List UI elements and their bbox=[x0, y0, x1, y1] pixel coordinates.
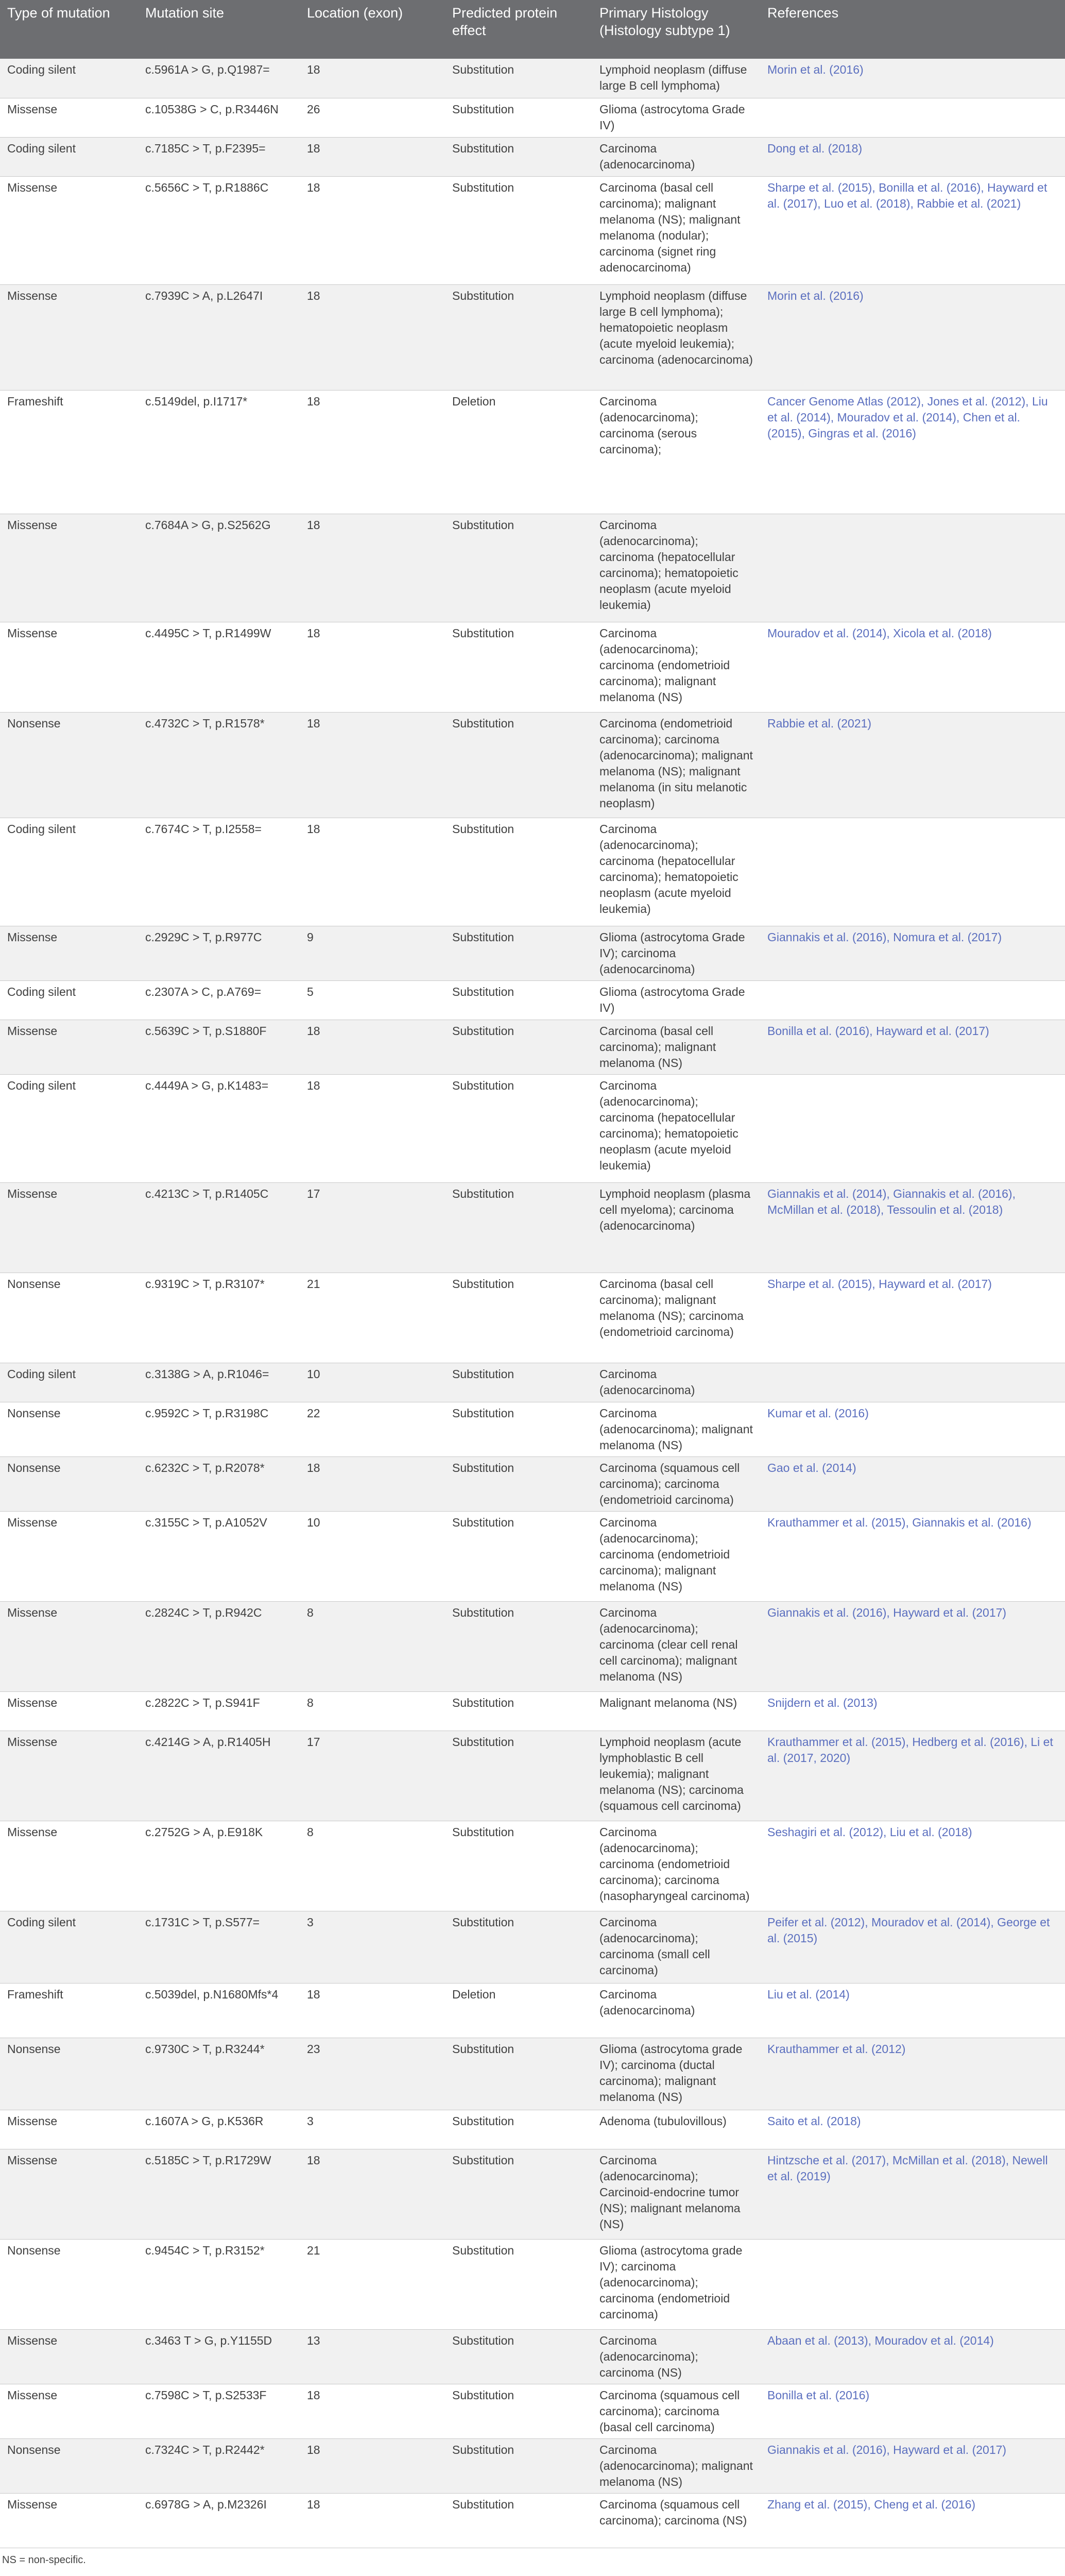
table-row bbox=[0, 1731, 1065, 1821]
cell-mutation-site: c.7185C > T, p.F2395= bbox=[138, 137, 300, 176]
cell-primary-histology: Carcinoma (adenocarcinoma); carcinoma (small cell carcinoma) bbox=[592, 1911, 760, 1983]
cell-mutation-site: c.2822C > T, p.S941F bbox=[138, 1691, 300, 1731]
table-row bbox=[0, 1983, 1065, 2038]
cell-location-exon: 18 bbox=[300, 390, 445, 514]
cell-primary-histology: Carcinoma (squamous cell carcinoma); carcinoma (NS) bbox=[592, 2493, 760, 2548]
cell-type-of-mutation: Nonsense bbox=[0, 1273, 138, 1363]
cell-type-of-mutation: Coding silent bbox=[0, 1074, 138, 1182]
cell-primary-histology: Carcinoma (endometrioid carcinoma); carcinoma (adenocarcinoma); malignant melanoma (NS); malignant melanoma (in situ melanotic neoplasm) bbox=[592, 712, 760, 818]
table-row bbox=[0, 390, 1065, 514]
cell-primary-histology: Glioma (astrocytoma Grade IV) bbox=[592, 98, 760, 137]
cell-type-of-mutation: Missense bbox=[0, 2384, 138, 2438]
cell-mutation-site: c.2752G > A, p.E918K bbox=[138, 1821, 300, 1911]
cell-predicted-protein-effect: Substitution bbox=[445, 1074, 592, 1182]
cell-primary-histology: Carcinoma (adenocarcinoma); carcinoma (endometrioid carcinoma); malignant melanoma (NS) bbox=[592, 622, 760, 712]
cell-predicted-protein-effect: Substitution bbox=[445, 712, 592, 818]
cell-type-of-mutation: Missense bbox=[0, 284, 138, 390]
table-row bbox=[0, 514, 1065, 622]
table-row bbox=[0, 59, 1065, 98]
cell-mutation-site: c.5185C > T, p.R1729W bbox=[138, 2149, 300, 2239]
cell-location-exon: 18 bbox=[300, 1074, 445, 1182]
cell-location-exon: 18 bbox=[300, 2384, 445, 2438]
cell-location-exon: 18 bbox=[300, 59, 445, 98]
table-row bbox=[0, 176, 1065, 284]
cell-primary-histology: Carcinoma (adenocarcinoma); carcinoma (NS) bbox=[592, 2329, 760, 2384]
cell-mutation-site: c.7324C > T, p.R2442* bbox=[138, 2438, 300, 2493]
cell-predicted-protein-effect: Substitution bbox=[445, 1731, 592, 1821]
cell-location-exon: 22 bbox=[300, 1402, 445, 1456]
cell-mutation-site: c.9454C > T, p.R3152* bbox=[138, 2239, 300, 2329]
cell-predicted-protein-effect: Substitution bbox=[445, 926, 592, 980]
cell-type-of-mutation: Missense bbox=[0, 622, 138, 712]
cell-mutation-site: c.2929C > T, p.R977C bbox=[138, 926, 300, 980]
cell-primary-histology: Carcinoma (basal cell carcinoma); malignant melanoma (NS); malignant melanoma (nodular); carcinoma (signet ring adenocarcinoma) bbox=[592, 176, 760, 284]
table-row bbox=[0, 926, 1065, 980]
cell-primary-histology: Lymphoid neoplasm (diffuse large B cell lymphoma) bbox=[592, 59, 760, 98]
cell-primary-histology: Carcinoma (adenocarcinoma); carcinoma (endometrioid carcinoma); carcinoma (nasopharyngeal carcinoma) bbox=[592, 1821, 760, 1911]
table-row bbox=[0, 2493, 1065, 2548]
table-row bbox=[0, 1182, 1065, 1273]
table-row bbox=[0, 284, 1065, 390]
cell-predicted-protein-effect: Substitution bbox=[445, 980, 592, 1020]
cell-location-exon: 8 bbox=[300, 1691, 445, 1731]
cell-references[interactable]: Morin et al. (2016) bbox=[760, 284, 1065, 390]
cell-predicted-protein-effect: Deletion bbox=[445, 1983, 592, 2038]
table-row bbox=[0, 2110, 1065, 2149]
cell-predicted-protein-effect: Substitution bbox=[445, 1363, 592, 1402]
cell-mutation-site: c.3138G > A, p.R1046= bbox=[138, 1363, 300, 1402]
header-row bbox=[0, 0, 1065, 59]
cell-primary-histology: Carcinoma (adenocarcinoma) bbox=[592, 137, 760, 176]
table-row bbox=[0, 1601, 1065, 1691]
header-mutation-site: Mutation site bbox=[138, 0, 300, 59]
table-row bbox=[0, 137, 1065, 176]
cell-predicted-protein-effect: Substitution bbox=[445, 514, 592, 622]
table-row bbox=[0, 2239, 1065, 2329]
cell-references[interactable]: Kumar et al. (2016) bbox=[760, 1402, 1065, 1456]
cell-location-exon: 17 bbox=[300, 1731, 445, 1821]
cell-location-exon: 21 bbox=[300, 1273, 445, 1363]
cell-mutation-site: c.6232C > T, p.R2078* bbox=[138, 1456, 300, 1511]
cell-location-exon: 18 bbox=[300, 1983, 445, 2038]
cell-location-exon: 8 bbox=[300, 1601, 445, 1691]
table-row bbox=[0, 2438, 1065, 2493]
cell-predicted-protein-effect: Substitution bbox=[445, 59, 592, 98]
cell-location-exon: 3 bbox=[300, 1911, 445, 1983]
cell-references bbox=[760, 514, 1065, 622]
table-row bbox=[0, 2329, 1065, 2384]
cell-predicted-protein-effect: Substitution bbox=[445, 2239, 592, 2329]
cell-primary-histology: Carcinoma (adenocarcinoma) bbox=[592, 1983, 760, 2038]
cell-references[interactable]: Liu et al. (2014) bbox=[760, 1983, 1065, 2038]
cell-references[interactable]: Giannakis et al. (2014), Giannakis et al. (2016), McMillan et al. (2018), Tessoulin et al. (2018) bbox=[760, 1182, 1065, 1273]
cell-predicted-protein-effect: Deletion bbox=[445, 390, 592, 514]
cell-primary-histology: Adenoma (tubulovillous) bbox=[592, 2110, 760, 2149]
cell-type-of-mutation: Missense bbox=[0, 514, 138, 622]
table-row bbox=[0, 818, 1065, 926]
table-row bbox=[0, 622, 1065, 712]
table-row bbox=[0, 2149, 1065, 2239]
cell-references[interactable]: Seshagiri et al. (2012), Liu et al. (2018) bbox=[760, 1821, 1065, 1911]
cell-location-exon: 9 bbox=[300, 926, 445, 980]
cell-predicted-protein-effect: Substitution bbox=[445, 1911, 592, 1983]
cell-type-of-mutation: Coding silent bbox=[0, 1363, 138, 1402]
cell-type-of-mutation: Missense bbox=[0, 2110, 138, 2149]
cell-references[interactable]: Abaan et al. (2013), Mouradov et al. (2014) bbox=[760, 2329, 1065, 2384]
cell-predicted-protein-effect: Substitution bbox=[445, 2329, 592, 2384]
cell-type-of-mutation: Missense bbox=[0, 926, 138, 980]
cell-predicted-protein-effect: Substitution bbox=[445, 1020, 592, 1074]
cell-references[interactable]: Krauthammer et al. (2012) bbox=[760, 2038, 1065, 2110]
header-references: References bbox=[760, 0, 1065, 59]
cell-location-exon: 10 bbox=[300, 1363, 445, 1402]
cell-references[interactable]: Snijdern et al. (2013) bbox=[760, 1691, 1065, 1731]
cell-mutation-site: c.9730C > T, p.R3244* bbox=[138, 2038, 300, 2110]
cell-predicted-protein-effect: Substitution bbox=[445, 1456, 592, 1511]
cell-type-of-mutation: Missense bbox=[0, 98, 138, 137]
table-row bbox=[0, 1402, 1065, 1456]
table-row bbox=[0, 1363, 1065, 1402]
header-location-exon: Location (exon) bbox=[300, 0, 445, 59]
cell-mutation-site: c.4449A > G, p.K1483= bbox=[138, 1074, 300, 1182]
cell-predicted-protein-effect: Substitution bbox=[445, 1402, 592, 1456]
cell-references[interactable]: Giannakis et al. (2016), Nomura et al. (2017) bbox=[760, 926, 1065, 980]
table-row bbox=[0, 1020, 1065, 1074]
table-row bbox=[0, 2038, 1065, 2110]
cell-primary-histology: Carcinoma (adenocarcinoma); carcinoma (hepatocellular carcinoma); hematopoietic neoplasm (acute myeloid leukemia) bbox=[592, 1074, 760, 1182]
cell-primary-histology: Carcinoma (adenocarcinoma); carcinoma (hepatocellular carcinoma); hematopoietic neoplasm (acute myeloid leukemia) bbox=[592, 514, 760, 622]
cell-mutation-site: c.9592C > T, p.R3198C bbox=[138, 1402, 300, 1456]
table-row bbox=[0, 1821, 1065, 1911]
cell-mutation-site: c.7939C > A, p.L2647I bbox=[138, 284, 300, 390]
cell-type-of-mutation: Missense bbox=[0, 2493, 138, 2548]
cell-type-of-mutation: Coding silent bbox=[0, 1911, 138, 1983]
table-row bbox=[0, 1456, 1065, 1511]
cell-type-of-mutation: Missense bbox=[0, 1821, 138, 1911]
table-row bbox=[0, 712, 1065, 818]
cell-type-of-mutation: Coding silent bbox=[0, 137, 138, 176]
cell-mutation-site: c.9319C > T, p.R3107* bbox=[138, 1273, 300, 1363]
cell-predicted-protein-effect: Substitution bbox=[445, 137, 592, 176]
table-row bbox=[0, 980, 1065, 1020]
cell-type-of-mutation: Missense bbox=[0, 1601, 138, 1691]
cell-location-exon: 8 bbox=[300, 1821, 445, 1911]
cell-location-exon: 18 bbox=[300, 2493, 445, 2548]
cell-location-exon: 21 bbox=[300, 2239, 445, 2329]
cell-predicted-protein-effect: Substitution bbox=[445, 2384, 592, 2438]
cell-primary-histology: Carcinoma (adenocarcinoma); carcinoma (clear cell renal cell carcinoma); malignant melanoma (NS) bbox=[592, 1601, 760, 1691]
cell-mutation-site: c.1607A > G, p.K536R bbox=[138, 2110, 300, 2149]
cell-location-exon: 18 bbox=[300, 622, 445, 712]
cell-mutation-site: c.7598C > T, p.S2533F bbox=[138, 2384, 300, 2438]
cell-references[interactable]: Sharpe et al. (2015), Bonilla et al. (2016), Hayward et al. (2017), Luo et al. (2018), Rabbie et al. (2021) bbox=[760, 176, 1065, 284]
cell-references[interactable]: Rabbie et al. (2021) bbox=[760, 712, 1065, 818]
cell-location-exon: 13 bbox=[300, 2329, 445, 2384]
cell-primary-histology: Glioma (astrocytoma grade IV); carcinoma (adenocarcinoma); carcinoma (endometrioid carcinoma) bbox=[592, 2239, 760, 2329]
cell-predicted-protein-effect: Substitution bbox=[445, 1511, 592, 1601]
header-predicted-protein-effect: Predicted protein effect bbox=[445, 0, 592, 59]
cell-predicted-protein-effect: Substitution bbox=[445, 2493, 592, 2548]
cell-location-exon: 3 bbox=[300, 2110, 445, 2149]
cell-primary-histology: Carcinoma (squamous cell carcinoma); carcinoma (basal cell carcinoma) bbox=[592, 2384, 760, 2438]
cell-references[interactable]: Dong et al. (2018) bbox=[760, 137, 1065, 176]
cell-type-of-mutation: Coding silent bbox=[0, 818, 138, 926]
cell-location-exon: 18 bbox=[300, 514, 445, 622]
cell-type-of-mutation: Missense bbox=[0, 2329, 138, 2384]
cell-mutation-site: c.4213C > T, p.R1405C bbox=[138, 1182, 300, 1273]
cell-mutation-site: c.4732C > T, p.R1578* bbox=[138, 712, 300, 818]
cell-primary-histology: Lymphoid neoplasm (plasma cell myeloma); carcinoma (adenocarcinoma) bbox=[592, 1182, 760, 1273]
cell-predicted-protein-effect: Substitution bbox=[445, 1821, 592, 1911]
cell-mutation-site: c.7684A > G, p.S2562G bbox=[138, 514, 300, 622]
cell-type-of-mutation: Missense bbox=[0, 2149, 138, 2239]
table-footnote: NS = non-specific. bbox=[2, 2554, 86, 2566]
cell-references[interactable]: Morin et al. (2016) bbox=[760, 59, 1065, 98]
table-row bbox=[0, 1273, 1065, 1363]
header-primary-histology: Primary Histology (Histology subtype 1) bbox=[592, 0, 760, 59]
cell-predicted-protein-effect: Substitution bbox=[445, 2110, 592, 2149]
cell-type-of-mutation: Missense bbox=[0, 1691, 138, 1731]
cell-mutation-site: c.6978G > A, p.M2326I bbox=[138, 2493, 300, 2548]
cell-primary-histology: Carcinoma (basal cell carcinoma); malignant melanoma (NS) bbox=[592, 1020, 760, 1074]
cell-references[interactable]: Peifer et al. (2012), Mouradov et al. (2014), George et al. (2015) bbox=[760, 1911, 1065, 1983]
cell-type-of-mutation: Coding silent bbox=[0, 980, 138, 1020]
table-body bbox=[0, 59, 1065, 2548]
cell-mutation-site: c.1731C > T, p.S577= bbox=[138, 1911, 300, 1983]
cell-references[interactable]: Giannakis et al. (2016), Hayward et al. (2017) bbox=[760, 1601, 1065, 1691]
cell-location-exon: 23 bbox=[300, 2038, 445, 2110]
table-row bbox=[0, 1691, 1065, 1731]
cell-references bbox=[760, 1363, 1065, 1402]
cell-references[interactable]: Zhang et al. (2015), Cheng et al. (2016) bbox=[760, 2493, 1065, 2548]
cell-type-of-mutation: Missense bbox=[0, 176, 138, 284]
cell-primary-histology: Carcinoma (adenocarcinoma) bbox=[592, 1363, 760, 1402]
cell-mutation-site: c.4495C > T, p.R1499W bbox=[138, 622, 300, 712]
cell-mutation-site: c.4214G > A, p.R1405H bbox=[138, 1731, 300, 1821]
cell-references bbox=[760, 818, 1065, 926]
cell-predicted-protein-effect: Substitution bbox=[445, 2149, 592, 2239]
cell-references[interactable]: Krauthammer et al. (2015), Hedberg et al. (2016), Li et al. (2017, 2020) bbox=[760, 1731, 1065, 1821]
cell-type-of-mutation: Nonsense bbox=[0, 2038, 138, 2110]
cell-primary-histology: Glioma (astrocytoma Grade IV) bbox=[592, 980, 760, 1020]
cell-primary-histology: Carcinoma (adenocarcinoma); Carcinoid-endocrine tumor (NS); malignant melanoma (NS) bbox=[592, 2149, 760, 2239]
cell-references[interactable]: Cancer Genome Atlas (2012), Jones et al. (2012), Liu et al. (2014), Mouradov et al. (2014), Chen et al. (2015), Gingras et al. (2016) bbox=[760, 390, 1065, 514]
cell-location-exon: 18 bbox=[300, 818, 445, 926]
cell-mutation-site: c.3155C > T, p.A1052V bbox=[138, 1511, 300, 1601]
cell-mutation-site: c.7674C > T, p.I2558= bbox=[138, 818, 300, 926]
cell-location-exon: 18 bbox=[300, 284, 445, 390]
cell-references bbox=[760, 980, 1065, 1020]
table-row bbox=[0, 1074, 1065, 1182]
cell-location-exon: 18 bbox=[300, 176, 445, 284]
cell-primary-histology: Carcinoma (squamous cell carcinoma); carcinoma (endometrioid carcinoma) bbox=[592, 1456, 760, 1511]
cell-predicted-protein-effect: Substitution bbox=[445, 284, 592, 390]
cell-primary-histology: Carcinoma (adenocarcinoma); carcinoma (hepatocellular carcinoma); hematopoietic neoplasm (acute myeloid leukemia) bbox=[592, 818, 760, 926]
cell-location-exon: 18 bbox=[300, 712, 445, 818]
cell-mutation-site: c.5149del, p.I1717* bbox=[138, 390, 300, 514]
cell-location-exon: 26 bbox=[300, 98, 445, 137]
cell-predicted-protein-effect: Substitution bbox=[445, 818, 592, 926]
cell-predicted-protein-effect: Substitution bbox=[445, 1182, 592, 1273]
cell-location-exon: 5 bbox=[300, 980, 445, 1020]
cell-type-of-mutation: Missense bbox=[0, 1182, 138, 1273]
cell-type-of-mutation: Missense bbox=[0, 1511, 138, 1601]
table-row bbox=[0, 1911, 1065, 1983]
cell-type-of-mutation: Coding silent bbox=[0, 59, 138, 98]
cell-references bbox=[760, 98, 1065, 137]
cell-references[interactable]: Hintzsche et al. (2017), McMillan et al. (2018), Newell et al. (2019) bbox=[760, 2149, 1065, 2239]
cell-references[interactable]: Bonilla et al. (2016) bbox=[760, 2384, 1065, 2438]
cell-references[interactable]: Gao et al. (2014) bbox=[760, 1456, 1065, 1511]
cell-predicted-protein-effect: Substitution bbox=[445, 622, 592, 712]
table-header bbox=[0, 0, 1065, 59]
cell-references[interactable]: Krauthammer et al. (2015), Giannakis et al. (2016) bbox=[760, 1511, 1065, 1601]
cell-mutation-site: c.5639C > T, p.S1880F bbox=[138, 1020, 300, 1074]
cell-type-of-mutation: Missense bbox=[0, 1731, 138, 1821]
cell-location-exon: 18 bbox=[300, 137, 445, 176]
header-type-of-mutation: Type of mutation bbox=[0, 0, 138, 59]
cell-primary-histology: Carcinoma (adenocarcinoma); carcinoma (endometrioid carcinoma); malignant melanoma (NS) bbox=[592, 1511, 760, 1601]
cell-mutation-site: c.5656C > T, p.R1886C bbox=[138, 176, 300, 284]
cell-type-of-mutation: Nonsense bbox=[0, 2438, 138, 2493]
cell-references[interactable]: Bonilla et al. (2016), Hayward et al. (2017) bbox=[760, 1020, 1065, 1074]
cell-predicted-protein-effect: Substitution bbox=[445, 176, 592, 284]
cell-mutation-site: c.2824C > T, p.R942C bbox=[138, 1601, 300, 1691]
cell-primary-histology: Carcinoma (adenocarcinoma); carcinoma (serous carcinoma); bbox=[592, 390, 760, 514]
cell-mutation-site: c.10538G > C, p.R3446N bbox=[138, 98, 300, 137]
cell-primary-histology: Carcinoma (adenocarcinoma); malignant melanoma (NS) bbox=[592, 1402, 760, 1456]
cell-references bbox=[760, 1074, 1065, 1182]
cell-primary-histology: Lymphoid neoplasm (diffuse large B cell lymphoma); hematopoietic neoplasm (acute myeloid leukemia); carcinoma (adenocarcinoma) bbox=[592, 284, 760, 390]
cell-type-of-mutation: Missense bbox=[0, 1020, 138, 1074]
cell-mutation-site: c.3463 T > G, p.Y1155D bbox=[138, 2329, 300, 2384]
cell-type-of-mutation: Frameshift bbox=[0, 1983, 138, 2038]
cell-references bbox=[760, 2239, 1065, 2329]
cell-location-exon: 18 bbox=[300, 1456, 445, 1511]
cell-primary-histology: Carcinoma (basal cell carcinoma); malignant melanoma (NS); carcinoma (endometrioid carcinoma) bbox=[592, 1273, 760, 1363]
cell-primary-histology: Malignant melanoma (NS) bbox=[592, 1691, 760, 1731]
cell-predicted-protein-effect: Substitution bbox=[445, 98, 592, 137]
cell-primary-histology: Glioma (astrocytoma grade IV); carcinoma (ductal carcinoma); malignant melanoma (NS) bbox=[592, 2038, 760, 2110]
cell-predicted-protein-effect: Substitution bbox=[445, 2038, 592, 2110]
cell-type-of-mutation: Frameshift bbox=[0, 390, 138, 514]
table-row bbox=[0, 2384, 1065, 2438]
cell-references[interactable]: Saito et al. (2018) bbox=[760, 2110, 1065, 2149]
cell-mutation-site: c.5039del, p.N1680Mfs*4 bbox=[138, 1983, 300, 2038]
cell-location-exon: 17 bbox=[300, 1182, 445, 1273]
cell-references[interactable]: Giannakis et al. (2016), Hayward et al. (2017) bbox=[760, 2438, 1065, 2493]
cell-location-exon: 18 bbox=[300, 2149, 445, 2239]
cell-type-of-mutation: Nonsense bbox=[0, 1402, 138, 1456]
table-row bbox=[0, 1511, 1065, 1601]
cell-predicted-protein-effect: Substitution bbox=[445, 1273, 592, 1363]
cell-mutation-site: c.2307A > C, p.A769= bbox=[138, 980, 300, 1020]
cell-type-of-mutation: Nonsense bbox=[0, 712, 138, 818]
cell-location-exon: 10 bbox=[300, 1511, 445, 1601]
cell-predicted-protein-effect: Substitution bbox=[445, 1601, 592, 1691]
cell-type-of-mutation: Nonsense bbox=[0, 1456, 138, 1511]
cell-mutation-site: c.5961A > G, p.Q1987= bbox=[138, 59, 300, 98]
cell-references[interactable]: Sharpe et al. (2015), Hayward et al. (2017) bbox=[760, 1273, 1065, 1363]
cell-primary-histology: Glioma (astrocytoma Grade IV); carcinoma (adenocarcinoma) bbox=[592, 926, 760, 980]
cell-predicted-protein-effect: Substitution bbox=[445, 2438, 592, 2493]
cell-primary-histology: Lymphoid neoplasm (acute lymphoblastic B cell leukemia); malignant melanoma (NS); carcinoma (squamous cell carcinoma) bbox=[592, 1731, 760, 1821]
cell-type-of-mutation: Nonsense bbox=[0, 2239, 138, 2329]
cell-primary-histology: Carcinoma (adenocarcinoma); malignant melanoma (NS) bbox=[592, 2438, 760, 2493]
cell-location-exon: 18 bbox=[300, 2438, 445, 2493]
cell-predicted-protein-effect: Substitution bbox=[445, 1691, 592, 1731]
cell-location-exon: 18 bbox=[300, 1020, 445, 1074]
table-row bbox=[0, 98, 1065, 137]
cell-references[interactable]: Mouradov et al. (2014), Xicola et al. (2018) bbox=[760, 622, 1065, 712]
